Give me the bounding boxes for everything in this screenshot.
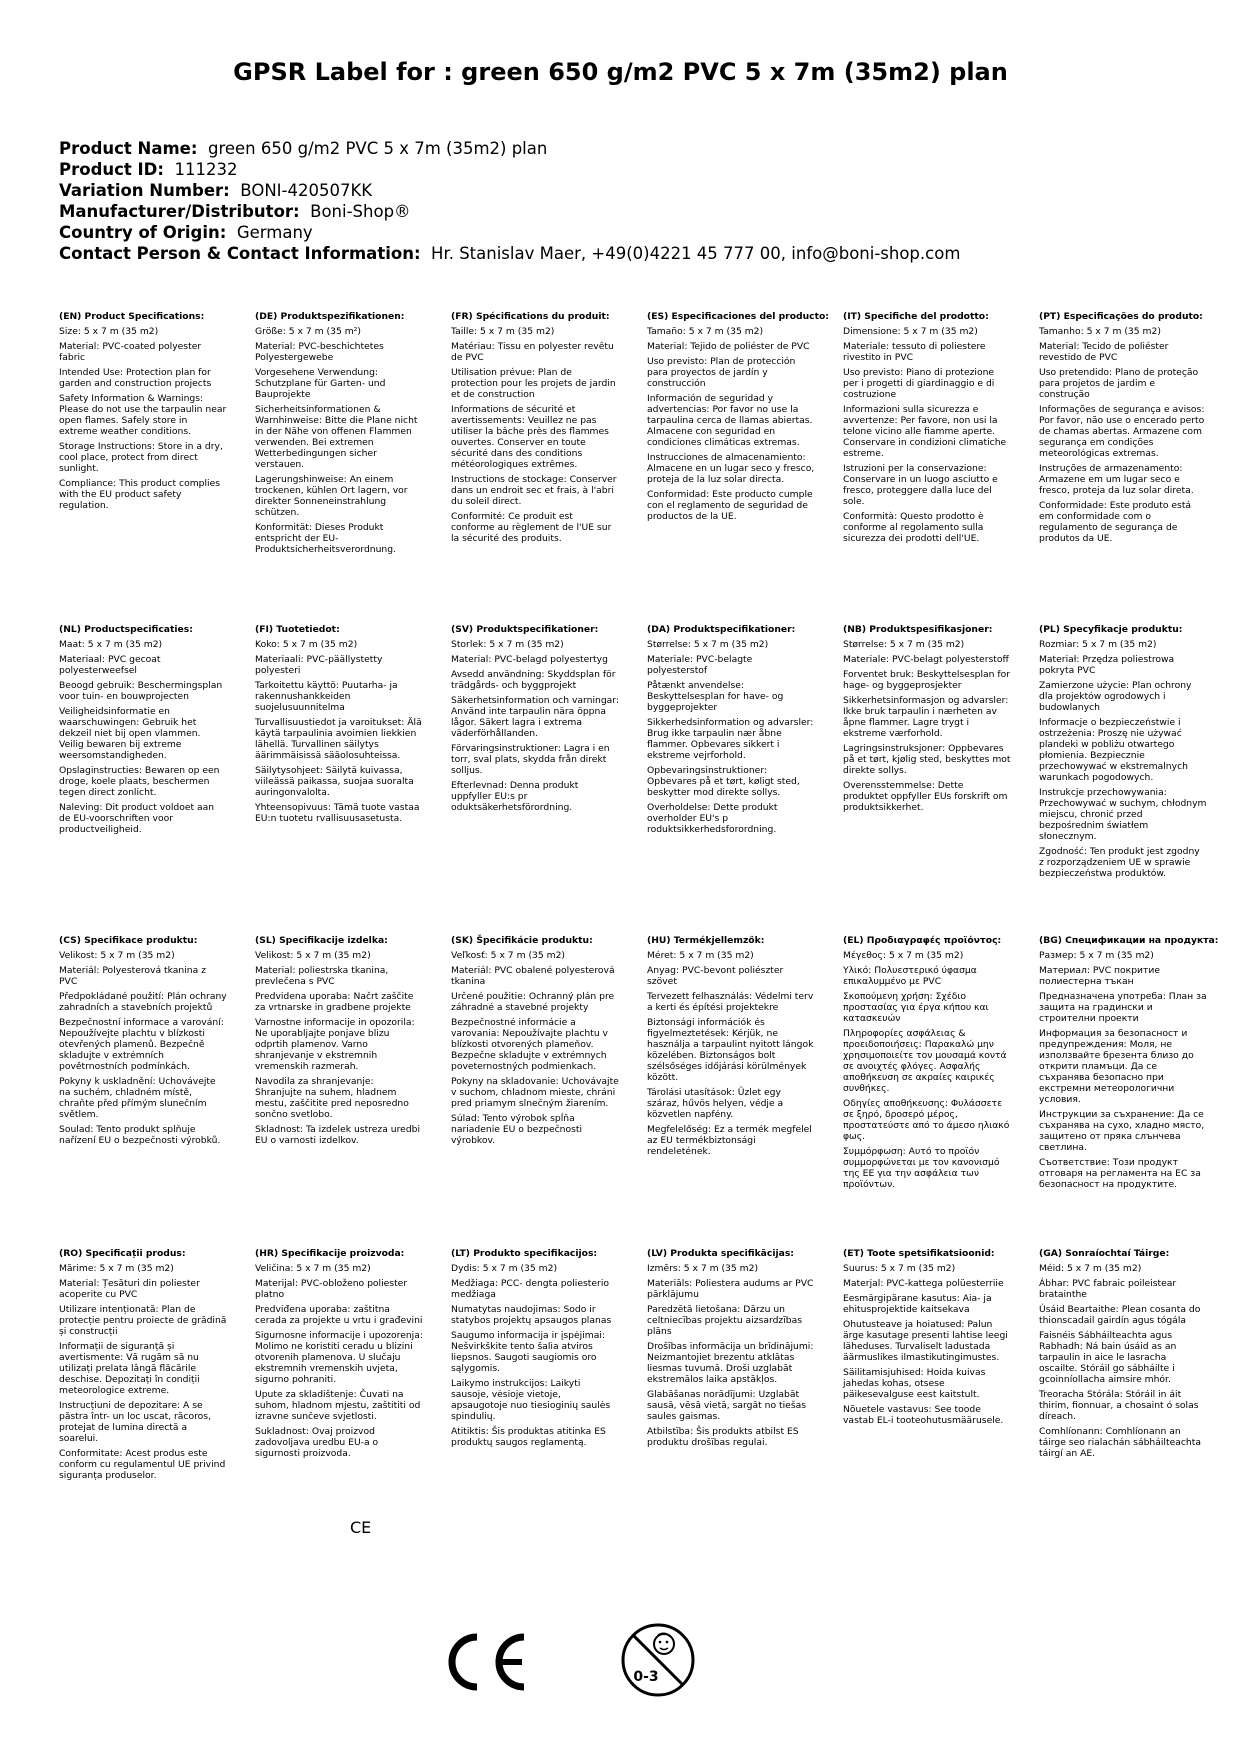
spec-line: Méret: 5 x 7 m (35 m2) [647,950,754,961]
spec-heading: (PT) Especificações do produto: [1039,311,1203,322]
spec-line: Taille: 5 x 7 m (35 m2) [451,326,555,337]
spec-line: Biztonsági információk és figyelmeztetések: Kérjük, ne használja a tarpaulint nyitott lángok közelében. Biztonságos bolt szélsőséges időjárási körülmények között. [647,1017,814,1083]
spec-line: Sigurnosne informacije i upozorenja: Molimo ne koristiti ceradu u blizini otvorenih plamenova. U slučaju ekstremnih vremenskih uvjeta, sigurno pohraniti. [255,1330,423,1385]
spec-line: Materiale: PVC-belagt polyesterstoff [843,654,1009,665]
spec-line: Nõuetele vastavus: See toode vastab EL-i tooteohutusmäärusele. [843,1404,1004,1426]
spec-line: Instrucciones de almacenamiento: Almacene en un lugar seco y fresco, proteja de la luz solar directa. [647,452,815,485]
spec-line: Materjal: PVC-kattega polüesterriie [843,1278,1004,1289]
spec-line: Storage Instructions: Store in a dry, cool place, protect from direct sunlight. [59,441,223,474]
spec-line: Tárolási utasítások: Üzlet egy száraz, hűvös helyen, védje a közvetlen napfény. [647,1087,784,1120]
spec-line: Safety Information & Warnings: Please do not use the tarpaulin near open flames. Safely store in extreme weather conditions. [59,393,227,437]
spec-line: Størrelse: 5 x 7 m (35 m2) [843,639,965,650]
spec-line: Инструкции за съхранение: Да се съхранява на сухо, хладно място, защитено от пряка слънчева светлина. [1039,1109,1205,1153]
spec-line: Compliance: This product complies with the EU product safety regulation. [59,478,221,511]
spec-block [451,935,619,1146]
spec-line: Úsáid Beartaithe: Plean cosanta do thionscadail gairdín agus tógála [1039,1304,1201,1326]
spec-line: Beoogd gebruik: Beschermingsplan voor tuin- en bouwprojecten [59,680,223,702]
spec-line: Overensstemmelse: Dette produktet oppfyller EUs forskrift om produktsikkerhet. [843,780,1008,813]
info-key: Variation Number: [59,181,230,200]
spec-line: Materiál: PVC obalené polyesterová tkanina [451,965,615,987]
spec-line: Saugumo informacija ir įspėjimai: Nešvirkškite tento šalia atviros liepsnos. Saugoti saugiomis oro sąlygomis. [451,1330,605,1374]
spec-line: Förvaringsinstruktioner: Lagra i en torr, sval plats, skydda från direkt solljus. [451,743,610,776]
spec-line: Atitiktis: Šis produktas atitinka ES produktų saugos reglamentą. [451,1426,606,1448]
spec-line: Materiał: Przędza poliestrowa pokryta PVC [1039,654,1175,676]
spec-line: Intended Use: Protection plan for garden and construction projects [59,367,212,389]
spec-line: Sikkerhetsinformasjon og advarsler: Ikke bruk tarpaulin i nærheten av åpne flammer. Lagre trygt i ekstreme værforhold. [843,695,1009,739]
spec-line: Material: PVC-beschichtetes Polyestergewebe [255,341,384,363]
spec-line: Conformidad: Este producto cumple con el reglamento de seguridad de productos de la UE. [647,489,813,522]
spec-heading: (BG) Спецификации на продукта: [1039,935,1219,946]
spec-line: Μέγεθος: 5 x 7 m (35 m2) [843,950,964,961]
spec-line: Opbevaringsinstruktioner: Opbevares på et tørt, køligt sted, beskytter mod direkte sollys. [647,765,800,798]
spec-line: Treoracha Stórála: Stóráil in áit thirim, fionnuar, a chosaint ó solas díreach. [1039,1389,1199,1422]
info-key: Contact Person & Contact Information: [59,244,421,263]
spec-block [843,624,1011,813]
spec-line: Instructions de stockage: Conserver dans un endroit sec et frais, à l'abri du soleil direct. [451,474,617,507]
spec-line: Eesmärgipärane kasutus: Aia- ja ehitusprojektide kaitsekava [843,1293,992,1315]
spec-line: Uso pretendido: Plano de proteção para projetos de jardim e construção [1039,367,1199,400]
spec-line: Lagringsinstruksjoner: Oppbevares på et tørt, kjølig sted, beskyttes mot direkte sollys. [843,743,1011,776]
spec-heading: (NL) Productspecificaties: [59,624,193,635]
spec-line: Určené použitie: Ochranný plán pre záhradné a stavebné projekty [451,991,615,1013]
spec-line: Информация за безопасност и предупреждения: Моля, не използвайте брезента близо до открити пламъци. Да се съхранява безопасно при екстремни метеорологични условия. [1039,1028,1194,1105]
spec-line: Koko: 5 x 7 m (35 m2) [255,639,358,650]
spec-line: Materijal: PVC-obloženo poliester platno [255,1278,408,1300]
spec-line: Sicherheitsinformationen & Warnhinweise: Bitte die Plane nicht in der Nähe von offenen Flammen verwenden. Bei extremen Wetterbedingungen sicher verstauen. [255,404,418,470]
spec-line: Materiāls: Poliestera audums ar PVC pārklājumu [647,1278,814,1300]
spec-line: Pokyny na skladovanie: Uchovávajte v suchom, chladnom mieste, chráni pred priamym slnečným žiarením. [451,1076,619,1109]
page-title: GPSR Label for : green 650 g/m2 PVC 5 x 7m (35m2) plan [233,58,1008,86]
spec-block [843,935,1011,1190]
spec-line: Naleving: Dit product voldoet aan de EU-voorschriften voor productveiligheid. [59,802,215,835]
spec-line: Veľkosť: 5 x 7 m (35 m2) [451,950,566,961]
spec-heading: (HR) Specifikacije proizvoda: [255,1248,405,1259]
spec-block [647,624,815,835]
ce-mark-label: CE [350,1518,372,1537]
spec-line: Paredzētā lietošana: Dārzu un celtniecības projektu aizsardzības plāns [647,1304,803,1337]
spec-line: Instrukcje przechowywania: Przechowywać w suchym, chłodnym miejscu, chronić przed bezpośrednim światłem słonecznym. [1039,787,1207,842]
spec-heading: (PL) Specyfikacje produktu: [1039,624,1183,635]
info-row-contact [59,243,960,264]
spec-block [1039,624,1207,879]
spec-line: Matériau: Tissu en polyester revêtu de PVC [451,341,614,363]
spec-line: Storlek: 5 x 7 m (35 m2) [451,639,564,650]
compliance-marks [0,1518,1241,1710]
spec-line: Størrelse: 5 x 7 m (35 m2) [647,639,769,650]
spec-line: Tarkoitettu käyttö: Puutarha- ja rakennushankkeiden suojelusuunnitelma [255,680,398,713]
spec-line: Πληροφορίες ασφάλειας & προειδοποιήσεις: Παρακαλώ μην χρησιμοποιείτε τον μουσαμά κοντά σε ανοιχτές φλόγες. Ασφαλής αποθήκευση σε ακραίες καιρικές συνθήκες. [843,1028,1007,1094]
spec-line: Veličina: 5 x 7 m (35 m2) [255,1263,371,1274]
spec-heading: (FR) Spécifications du produit: [451,311,610,322]
spec-line: Numatytas naudojimas: Sodo ir statybos projektų apsaugos planas [451,1304,612,1326]
spec-line: Skladnost: Ta izdelek ustreza uredbi EU o varnosti izdelkov. [255,1124,421,1146]
spec-line: Informații de siguranță și avertismente: Vă rugăm să nu utilizați prelata lângă flăcările deschise. Depozitați în condiții meteorologice extreme. [59,1341,200,1396]
spec-block [255,311,423,555]
spec-line: Turvallisuustiedot ja varoitukset: Älä käytä tarpaulinia avoimien liekkien lähellä. Turvallinen säilytys äärimmäisissä sääolosuhteissa. [255,717,422,761]
info-value: Germany [236,223,313,242]
spec-block [255,1248,423,1459]
spec-line: Conformidade: Este produto está em conformidade com o regulamento de segurança de produtos da UE. [1039,500,1192,544]
spec-line: Размер: 5 x 7 m (35 m2) [1039,950,1154,961]
spec-line: Uso previsto: Plan de protección para proyectos de jardín y construcción [647,356,796,389]
spec-line: Größe: 5 x 7 m (35 m²) [255,326,361,337]
spec-line: Utilizare intenționată: Plan de protecție pentru proiecte de grădină și construcții [59,1304,227,1337]
spec-line: Navodila za shranjevanje: Shranjujte na suhem, hladnem mestu, zaščitite pred neposredno sončno svetlobo. [255,1076,409,1120]
info-key: Manufacturer/Distributor: [59,202,300,221]
spec-block [451,311,619,544]
spec-line: Suurus: 5 x 7 m (35 m2) [843,1263,956,1274]
spec-line: Velikost: 5 x 7 m (35 m2) [255,950,371,961]
spec-line: Material: Țesături din poliester acoperite cu PVC [59,1278,200,1300]
spec-block [1039,1248,1207,1459]
spec-block [843,1248,1011,1426]
spec-block [647,935,815,1157]
spec-line: Mărime: 5 x 7 m (35 m2) [59,1263,174,1274]
info-value: Boni-Shop® [310,202,411,221]
spec-line: Instruções de armazenamento: Armazene em um lugar seco e fresco, proteja da luz solar direta. [1039,463,1194,496]
spec-line: Efterlevnad: Denna produkt uppfyller EU:s pr oduktsäkerhetsförordning. [451,780,579,813]
product-info [59,138,960,264]
spec-line: Forventet bruk: Beskyttelsesplan for hage- og byggeprosjekter [843,669,1011,691]
spec-line: Предназначена употреба: План за защита на градински и строителни проекти [1039,991,1207,1024]
spec-heading: (DE) Produktspezifikationen: [255,311,405,322]
spec-line: Size: 5 x 7 m (35 m2) [59,326,159,337]
spec-line: Conformità: Questo prodotto è conforme al regolamento sulla sicurezza dei prodotti dell'UE. [843,511,984,544]
spec-heading: (IT) Specifiche del prodotto: [843,311,989,322]
spec-line: Drošības informācija un brīdinājumi: Neizmantojiet brezentu atklātas liesmas tuvumā. Droši uzglabāt ekstremālos laika apstākļos. [647,1341,814,1385]
spec-line: Méid: 5 x 7 m (35 m2) [1039,1263,1142,1274]
spec-line: Maat: 5 x 7 m (35 m2) [59,639,163,650]
spec-heading: (GA) Sonraíochtaí Táirge: [1039,1248,1170,1259]
info-value: 111232 [174,160,238,179]
spec-heading: (EL) Προδιαγραφές προϊόντος: [843,935,1002,946]
age-warning-icon [620,1622,696,1698]
spec-line: Οδηγίες αποθήκευσης: Φυλάσσετε σε ξηρό, δροσερό μέρος, προστατεύστε από το άμεσο ηλιακό φως. [843,1098,1010,1142]
spec-line: Rozmiar: 5 x 7 m (35 m2) [1039,639,1157,650]
spec-line: Predvidena uporaba: Načrt zaščite za vrtnarske in gradbene projekte [255,991,414,1013]
spec-line: Laikymo instrukcijos: Laikyti sausoje, vėsioje vietoje, apsaugotoje nuo tiesioginių saulės spindulių. [451,1378,611,1422]
spec-heading: (EN) Product Specifications: [59,311,205,322]
spec-line: Material: PVC-belagd polyestertyg [451,654,608,665]
spec-line: Pokyny k uskladnění: Uchovávejte na suchém, chladném místě, chraňte před přímým slunečním světlem. [59,1076,216,1120]
info-value: Hr. Stanislav Maer, +49(0)4221 45 777 00, info@boni-shop.com [431,244,961,263]
spec-line: Säkerhetsinformation och varningar: Använd inte tarpaulin nära öppna lågor. Säkert lagra i extrema väderförhållanden. [451,695,620,739]
spec-line: Sukladnost: Ovaj proizvod zadovoljava uredbu EU-a o sigurnosti proizvoda. [255,1426,379,1459]
spec-block [1039,311,1207,544]
spec-heading: (DA) Produktspecifikationer: [647,624,796,635]
info-key: Country of Origin: [59,223,227,242]
spec-line: Conformité: Ce produit est conforme au règlement de l'UE sur la sécurité des produits. [451,511,612,544]
spec-line: Materiale: PVC-belagte polyesterstof [647,654,753,676]
age-warning-label: 0-3 [633,1669,659,1685]
spec-line: Zamierzone użycie: Plan ochrony dla projektów ogrodowych i budowlanych [1039,680,1192,713]
spec-line: Comhlíonann: Comhlíonann an táirge seo rialachán sábháilteachta táirgí an AE. [1039,1426,1201,1459]
spec-heading: (ET) Toote spetsifikatsioonid: [843,1248,995,1259]
spec-block [843,311,1011,544]
spec-heading: (FI) Tuotetiedot: [255,624,340,635]
spec-block [647,1248,815,1448]
spec-line: Tamaño: 5 x 7 m (35 m2) [647,326,764,337]
spec-line: Glabāšanas norādījumi: Uzglabāt sausā, vēsā vietā, sargāt no tiešas saules gaismas. [647,1389,807,1422]
spec-line: Anyag: PVC-bevont poliészter szövet [647,965,784,987]
spec-line: Tamanho: 5 x 7 m (35 m2) [1039,326,1161,337]
info-key: Product Name: [59,139,198,158]
spec-block [59,624,227,835]
spec-line: Ábhar: PVC fabraic poileistear bratainthe [1039,1278,1177,1300]
info-value: green 650 g/m2 PVC 5 x 7m (35m2) plan [207,139,548,158]
spec-line: Bezpečnostné informácie a varovania: Nepoužívajte plachtu v blízkosti otvorených plameňov. Bezpečne skladujte v extrémnych poveternostných podmienkach. [451,1017,608,1072]
spec-line: Materiál: Polyesterová tkanina z PVC [59,965,207,987]
spec-line: Megfelelőség: Ez a termék megfelel az EU termékbiztonsági rendeletének. [647,1124,812,1157]
spec-line: Tervezett felhasználás: Védelmi terv a kerti és építési projektekre [647,991,814,1013]
spec-line: Säilitamisjuhised: Hoida kuivas jahedas kohas, otsese päikesevalguse eest kaitstult. [843,1367,986,1400]
spec-line: Konformität: Dieses Produkt entspricht der EU-Produktsicherheitsverordnung. [255,522,397,555]
spec-line: Velikost: 5 x 7 m (35 m2) [59,950,175,961]
spec-block [451,1248,619,1448]
spec-heading: (LT) Produkto specifikacijos: [451,1248,598,1259]
spec-heading: (HU) Termékjellemzők: [647,935,765,946]
spec-heading: (LV) Produkta specifikācijas: [647,1248,794,1259]
spec-line: Informazioni sulla sicurezza e avvertenze: Per favore, non usi la telone vicino alle fiamme aperte. Conservare in condizioni climatiche estreme. [843,404,1007,459]
spec-line: Vorgesehene Verwendung: Schutzplane für Garten- und Bauprojekte [255,367,386,400]
spec-line: Σκοπούμενη χρήση: Σχέδιο προστασίας για έργα κήπου και κατασκευών [843,991,989,1024]
spec-line: Uso previsto: Piano di protezione per i progetti di giardinaggio e di costruzione [843,367,995,400]
spec-line: Zgodność: Ten produkt jest zgodny z rozporządzeniem UE w sprawie bezpieczeństwa produktów. [1039,846,1200,879]
info-row-country [59,222,960,243]
spec-line: Atbilstība: Šis produkts atbilst ES produktu drošības regulai. [647,1426,799,1448]
spec-line: Instrucțiuni de depozitare: A se păstra într- un loc uscat, răcoros, protejat de lumina directă a soarelui. [59,1400,212,1444]
spec-line: Faisnéis Sábháilteachta agus Rabhadh: Ná bain úsáid as an tarpaulin in aice le lasracha oscailte. Stóráil go sábháilte i gcoinníollacha aimsire mhór. [1039,1330,1177,1385]
spec-heading: (SL) Specifikacije izdelka: [255,935,388,946]
spec-line: Istruzioni per la conservazione: Conservare in un luogo asciutto e fresco, proteggere dalla luce del sole. [843,463,998,507]
info-row-product-name [59,138,960,159]
spec-line: Materiaali: PVC-päällystetty polyesteri [255,654,383,676]
spec-heading: (NB) Produktspesifikasjoner: [843,624,993,635]
spec-line: Opslaginstructies: Bewaren op een droge, koele plaats, beschermen tegen direct zonlicht. [59,765,220,798]
spec-line: Bezpečnostní informace a varování: Nepoužívejte plachtu v blízkosti otevřených plamenů. Bezpečně skladujte v extrémních povětrnostních podmínkách. [59,1017,224,1072]
spec-grid [59,311,1249,1566]
info-value: BONI-420507KK [240,181,373,200]
spec-block [1039,935,1219,1190]
spec-heading: (SV) Produktspecifikationer: [451,624,599,635]
spec-line: Conformitate: Acest produs este conform cu regulamentul UE privind siguranța produselor. [59,1448,226,1481]
spec-line: Yhteensopivuus: Tämä tuote vastaa EU:n tuotetu rvallisuusasetusta. [255,802,420,824]
spec-line: Informações de segurança e avisos: Por favor, não use o encerado perto de chamas abertas. Armazene com segurança em condições meteorológicas extremas. [1039,404,1205,459]
spec-line: Medžiaga: PCC- dengta poliesterio medžiaga [451,1278,609,1300]
spec-heading: (RO) Specificații produs: [59,1248,186,1259]
spec-block [647,311,829,522]
spec-block [59,935,227,1146]
info-row-manufacturer [59,201,960,222]
spec-line: Dimensione: 5 x 7 m (35 m2) [843,326,978,337]
info-row-product-id [59,159,960,180]
spec-line: Ohutusteave ja hoiatused: Palun ärge kasutage presenti lahtise leegi läheduses. Turvaliselt ladustada äärmuslikes ilmastikutingimustes. [843,1319,1008,1363]
spec-heading: (SK) Špecifikácie produktu: [451,935,593,946]
spec-block [59,1248,227,1481]
spec-block [59,311,227,511]
info-key: Product ID: [59,160,164,179]
spec-line: Información de seguridad y advertencias: Por favor no use la tarpaulina cerca de llamas abiertas. Almacene con seguridad en condiciones climáticas extremas. [647,393,813,448]
spec-line: Predviđena uporaba: zaštitna cerada za projekte u vrtu i građevini [255,1304,423,1326]
spec-line: Veiligheidsinformatie en waarschuwingen: Gebruik het dekzeil niet bij open vlammen. Veilig bewaren bij extreme weersomstandigheden. [59,706,201,761]
spec-block [255,935,423,1146]
spec-line: Sikkerhedsinformation og advarsler: Brug ikke tarpaulin nær åbne flammer. Opbevares sikkert i ekstreme vejrforhold. [647,717,814,761]
spec-line: Izmērs: 5 x 7 m (35 m2) [647,1263,759,1274]
spec-line: Συμμόρφωση: Αυτό το προϊόν συμμορφώνεται με τον κανονισμό της ΕΕ για την ασφάλεια των προϊόντων. [843,1146,1000,1190]
spec-line: Varnostne informacije in opozorila: Ne uporabljajte ponjave blizu odprtih plamenov. Varno shranjevanje v ekstremnih vremenskih razmerah. [255,1017,415,1072]
spec-block [255,624,423,824]
spec-line: Utilisation prévue: Plan de protection pour les projets de jardin et de construction [451,367,616,400]
spec-line: Material: Tecido de poliéster revestido de PVC [1039,341,1169,363]
spec-line: Påtænkt anvendelse: Beskyttelsesplan for have- og byggeprojekter [647,680,784,713]
spec-line: Avsedd användning: Skyddsplan för trädgårds- och byggprojekt [451,669,616,691]
spec-line: Upute za skladištenje: Čuvati na suhom, hladnom mjestu, zaštititi od izravne sunčeve svjetlosti. [255,1389,421,1422]
spec-line: Súlad: Tento výrobok spĺňa nariadenie EU o bezpečnosti výrobkov. [451,1113,583,1146]
spec-line: Съответствие: Този продукт отговаря на регламента на ЕС за безопасност на продуктите. [1039,1157,1201,1190]
ce-mark-icon [350,1518,530,1691]
spec-heading: (CS) Specifikace produktu: [59,935,198,946]
spec-block [451,624,619,813]
spec-line: Informations de sécurité et avertissements: Veuillez ne pas utiliser la bâche près des flammes ouvertes. Conserver en toute sécurité dans des conditions météorologiques extrêmes. [451,404,609,470]
spec-line: Overholdelse: Dette produkt overholder EU's p roduktsikkerhedsforordning. [647,802,778,835]
info-row-variation-number [59,180,960,201]
spec-line: Säilytysohjeet: Säilytä kuivassa, viileässä paikassa, suojaa suoralta auringonvalolta. [255,765,414,798]
spec-heading: (ES) Especificaciones del producto: [647,311,829,322]
spec-line: Material: PVC-coated polyester fabric [59,341,202,363]
spec-line: Материал: PVC покритие полиестерна тъкан [1039,965,1160,987]
spec-line: Dydis: 5 x 7 m (35 m2) [451,1263,558,1274]
spec-line: Lagerungshinweise: An einem trockenen, kühlen Ort lagern, vor direkter Sonneneinstrahlung schützen. [255,474,408,518]
spec-line: Material: poliestrska tkanina, prevlečena s PVC [255,965,389,987]
spec-line: Soulad: Tento produkt splňuje nařízení EU o bezpečnosti výrobků. [59,1124,221,1146]
spec-line: Materiale: tessuto di poliestere rivestito in PVC [843,341,986,363]
spec-line: Υλικό: Πολυεστερικό ύφασμα επικαλυμμένο με PVC [843,965,977,987]
spec-line: Material: Tejido de poliéster de PVC [647,341,810,352]
spec-line: Předpokládané použití: Plán ochrany zahradních a stavebních projektů [59,991,227,1013]
spec-line: Informacje o bezpieczeństwie i ostrzeżenia: Proszę nie używać plandeki w pobliżu otwartego płomienia. Bezpiecznie przechowywać w ekstremalnych warunkach pogodowych. [1039,717,1188,783]
spec-line: Materiaal: PVC gecoat polyesterweefsel [59,654,161,676]
